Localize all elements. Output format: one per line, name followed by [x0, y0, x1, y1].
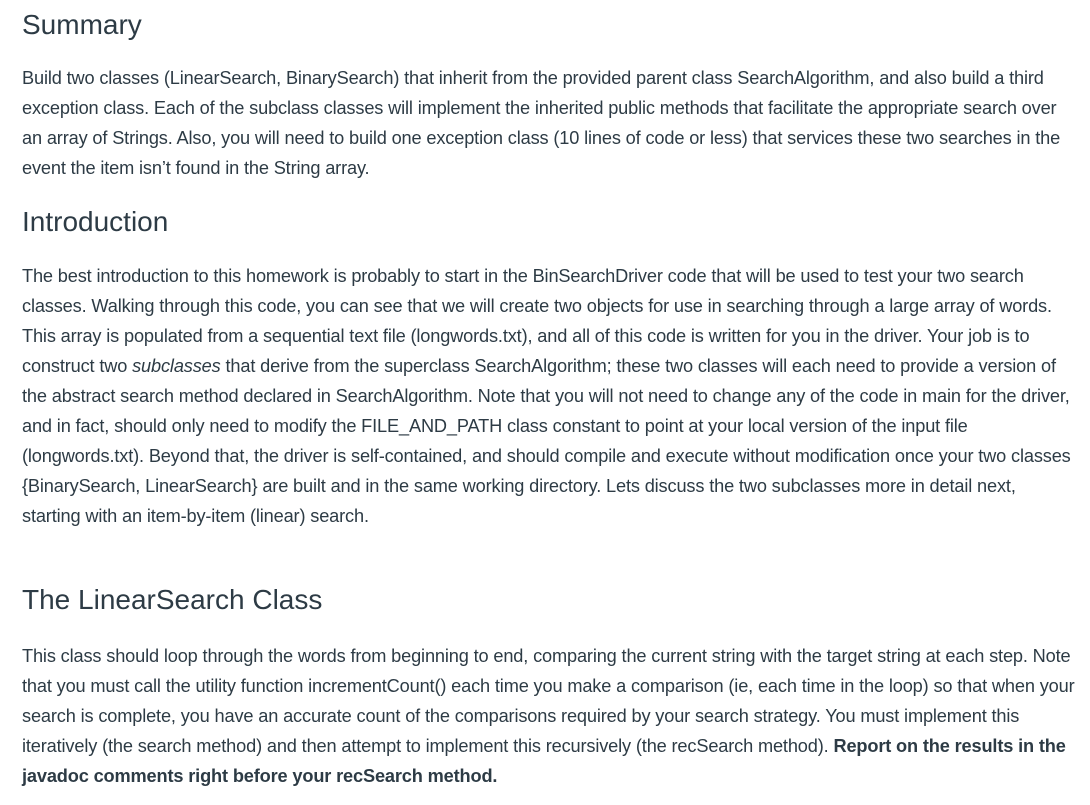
report-instruction-bold: Report on the results in the javadoc comments right before your recSearch method.: [22, 736, 1066, 786]
summary-heading: Summary: [22, 9, 142, 40]
linear-search-text: This class should loop through the words from beginning to end, comparing the current string with the target string at each step. Note that you must call the utility function incrementCount() each time you make a comparison (ie, each time in the loop) so that when your search is complete, you have an accurate count of the comparisons required by your search strategy. You must implement this iteratively (the search method) and then attempt to implement this recursively (the recSearch method).: [22, 646, 1075, 756]
introduction-paragraph: [22, 261, 1078, 531]
introduction-heading: Introduction: [22, 206, 169, 237]
introduction-text-part1: The best introduction to this homework is probably to start in the BinSearchDriver code that will be used to test your two search classes. Walking through this code, you can see that we will create two objects for use in searching through a large array of words. This array is populated from a sequential text file (longwords.txt), and all of this code is written for you in the driver. Your job is to construct two: [22, 266, 1052, 376]
summary-paragraph: Build two classes (LinearSearch, BinarySearch) that inherit from the provided parent class SearchAlgorithm, and also build a third exception class. Each of the subclass classes will implement the inherited public methods that facilitate the appropriate search over an array of Strings. Also, you will need to build one exception class (10 lines of code or less) that services these two searches in the event the item isn’t found in the String array.: [22, 68, 1061, 178]
linear-search-heading: The LinearSearch Class: [22, 584, 323, 615]
introduction-text-part2: that derive from the superclass SearchAlgorithm; these two classes will each need to provide a version of the abstract search method declared in SearchAlgorithm. Note that you will not need to change any of the code in main for the driver, and in fact, should only need to modify the FILE_AND_PATH class constant to point at your local version of the input file (longwords.txt). Beyond that, the driver is self-contained, and should compile and execute without modification once your two classes {BinarySearch, LinearSearch} are built and in the same working directory. Lets discuss the two subclasses more in detail next, starting with an item-by-item (linear) search.: [22, 356, 1071, 526]
linear-search-paragraph: [22, 641, 1078, 791]
subclasses-emphasis: subclasses: [132, 356, 221, 376]
